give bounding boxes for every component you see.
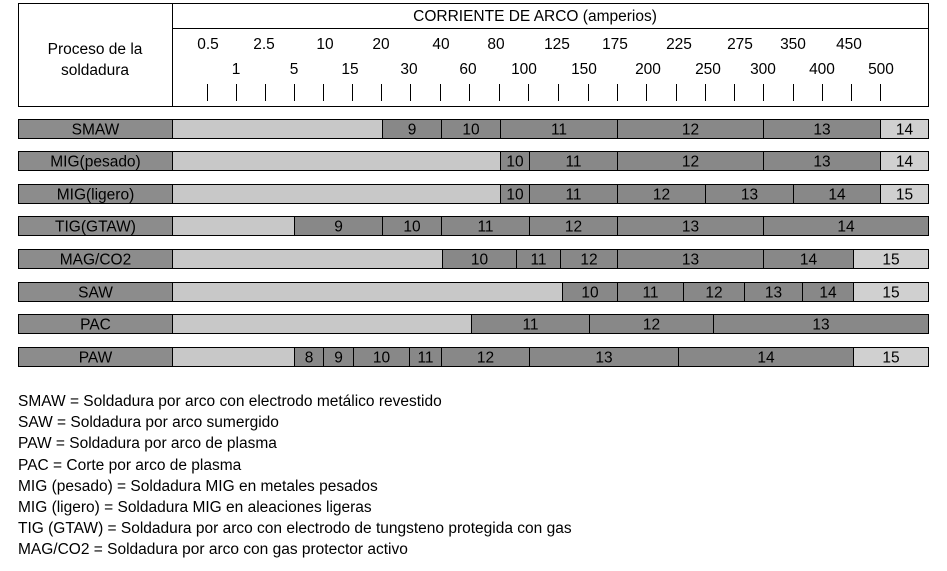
process-name: PAW [78, 349, 113, 367]
scale-lower-label: 500 [868, 61, 894, 78]
process-name: MIG(ligero) [56, 186, 135, 204]
shade-number: 12 [642, 316, 661, 334]
process-header-line2: soldadura [60, 62, 130, 79]
shade-number: 12 [476, 349, 495, 367]
shade-number: 14 [895, 121, 914, 139]
shade-number: 15 [882, 284, 900, 302]
empty-range-cell [173, 185, 501, 204]
process-row [19, 217, 929, 236]
scale-lower-label: 200 [635, 61, 661, 78]
scale-lower-label: 300 [750, 61, 776, 78]
shade-number: 11 [565, 186, 582, 204]
shade-number: 13 [764, 284, 783, 302]
scale-lower-label: 400 [809, 61, 835, 78]
legend-item-pac: PAC = Corte por arco de plasma [18, 456, 242, 474]
shade-number: 11 [550, 121, 568, 139]
shade-number: 15 [882, 349, 900, 367]
legend-item-mig-pesado: MIG (pesado) = Soldadura MIG en metales pesados [18, 477, 378, 495]
process-rows [19, 120, 929, 367]
scale-lower-label: 30 [400, 61, 418, 78]
shade-number: 12 [580, 251, 598, 269]
empty-range-cell [173, 152, 501, 171]
shade-number: 12 [564, 218, 583, 236]
shade-number: 14 [819, 284, 837, 302]
shade-number: 13 [740, 186, 759, 204]
legend-item-tig: TIG (GTAW) = Soldadura por arco con electrodo de tungsteno protegida con gas [18, 520, 572, 538]
legend-item-saw: SAW = Soldadura por arco sumergido [18, 414, 279, 432]
shade-number: 13 [595, 349, 613, 367]
shade-number: 14 [837, 218, 855, 236]
shade-number: 14 [757, 349, 775, 367]
shade-number: 11 [530, 251, 547, 269]
empty-range-cell [173, 315, 472, 334]
shade-number: 12 [652, 186, 671, 204]
shade-number: 14 [799, 251, 818, 269]
empty-range-cell [173, 348, 295, 367]
shade-number: 11 [477, 218, 494, 236]
shade-number: 14 [895, 153, 914, 171]
shade-number: 10 [462, 121, 480, 139]
scale-lower-label: 60 [459, 61, 477, 78]
shade-number: 8 [304, 349, 314, 367]
shade-number: 13 [813, 153, 831, 171]
legend-item-smaw: SMAW = Soldadura por arco con electrodo metálico revestido [18, 393, 442, 410]
process-name: MIG(pesado) [50, 153, 141, 171]
shade-number: 10 [403, 218, 421, 236]
process-row [19, 120, 929, 139]
legend-item-mig-ligero: MIG (ligero) = Soldadura MIG en aleaciones ligeras [18, 499, 372, 517]
shade-number: 11 [522, 316, 539, 334]
scale-upper-label: 20 [372, 36, 390, 53]
process-row [19, 152, 929, 171]
shade-number: 9 [407, 121, 417, 139]
shade-number: 11 [642, 284, 659, 302]
scale-upper-label: 2.5 [253, 36, 275, 53]
process-row [19, 250, 929, 269]
shade-number: 11 [417, 349, 434, 367]
scale-upper-label: 450 [836, 36, 862, 53]
scale-lower-label: 100 [511, 61, 537, 78]
scale-lower-label: 15 [341, 61, 359, 78]
scale-lower-label: 150 [571, 61, 597, 78]
shade-number: 11 [565, 153, 582, 171]
scale-upper-label: 10 [316, 36, 334, 53]
shade-number: 10 [506, 186, 524, 204]
shade-number: 10 [506, 153, 524, 171]
shade-number: 10 [581, 284, 599, 302]
abbreviation-legend [18, 391, 572, 561]
shade-number: 10 [470, 251, 489, 269]
shade-number: 9 [334, 218, 343, 236]
shade-number: 13 [681, 251, 700, 269]
shade-number: 12 [705, 284, 723, 302]
scale-lower-label: 1 [231, 61, 241, 78]
legend-item-paw: PAW = Soldadura por arco de plasma [18, 435, 277, 453]
empty-range-cell [173, 283, 563, 302]
scale-lower-label: 5 [289, 61, 299, 78]
scale-upper-label: 40 [432, 36, 450, 53]
shade-number: 14 [828, 186, 846, 204]
process-name: SAW [78, 284, 113, 302]
current-header-title: CORRIENTE DE ARCO (amperios) [413, 8, 657, 25]
shade-number: 15 [895, 186, 914, 204]
empty-range-cell [173, 250, 443, 269]
scale-upper-label: 275 [727, 36, 753, 53]
scale-upper-label: 80 [487, 36, 505, 53]
shade-number: 13 [681, 218, 700, 236]
shade-number: 15 [882, 251, 900, 269]
shade-number: 13 [812, 316, 830, 334]
scale-upper-label: 0.5 [197, 36, 219, 53]
process-row [19, 315, 929, 334]
process-name: SMAW [71, 121, 120, 139]
shade-number: 13 [813, 121, 831, 139]
shade-number: 12 [681, 121, 700, 139]
shade-number: 10 [372, 349, 391, 367]
scale-upper-label: 175 [602, 36, 628, 53]
process-name: PAC [80, 316, 111, 334]
process-row [19, 185, 929, 204]
process-name: MAG/CO2 [59, 251, 132, 269]
shade-number: 12 [681, 153, 700, 171]
scale-lower-label: 250 [695, 61, 721, 78]
shade-number: 9 [334, 349, 343, 367]
process-row [19, 283, 929, 302]
empty-range-cell [173, 217, 295, 236]
process-header-line1: Proceso de la [47, 41, 143, 58]
scale-upper-label: 225 [666, 36, 692, 53]
empty-range-cell [173, 120, 383, 139]
process-row [19, 348, 929, 367]
process-name: TIG(GTAW) [55, 218, 136, 236]
scale-upper-label: 125 [544, 36, 570, 53]
legend-item-mag: MAG/CO2 = Soldadura por arco con gas protector activo [18, 541, 408, 559]
scale-upper-label: 350 [780, 36, 806, 53]
